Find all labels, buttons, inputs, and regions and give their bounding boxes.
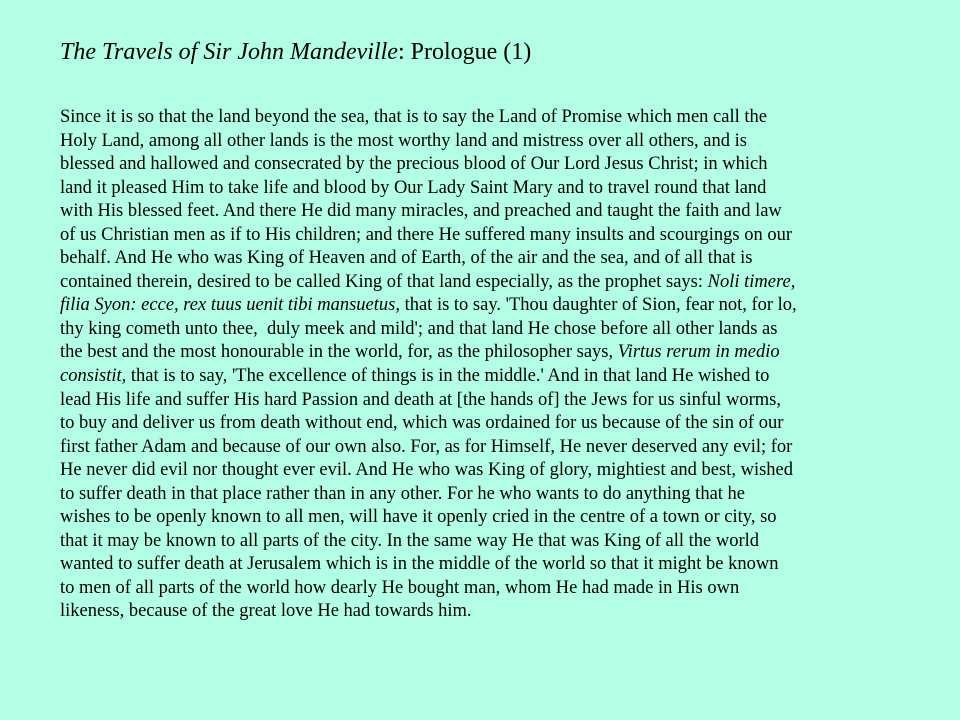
prologue-text — [60, 106, 935, 624]
text-line — [60, 530, 935, 554]
latin-quotation: Virtus rerum in medio — [617, 342, 780, 363]
text-line — [60, 341, 935, 365]
text-line — [60, 412, 935, 436]
text-line — [60, 247, 935, 271]
text-line — [60, 506, 935, 530]
text-run: of us Christian men as if to His children; and there He suffered many insults and scourgings on our — [60, 224, 792, 245]
text-line — [60, 577, 935, 601]
text-run: the best and the most honourable in the world, for, as the philosopher says, — [60, 342, 618, 363]
text-line — [60, 271, 935, 295]
text-run: to men of all parts of the world how dearly He bought man, whom He had made in His own — [60, 577, 740, 598]
text-line — [60, 483, 935, 507]
title-book-name: The Travels of Sir John Mandeville — [60, 39, 398, 65]
text-run: that it may be known to all parts of the city. In the same way He that was King of all the world — [60, 530, 760, 551]
latin-quotation: filia Syon: ecce, rex tuus uenit tibi mansuetus, — [60, 295, 400, 316]
text-line — [60, 106, 935, 130]
text-run: Since it is so that the land beyond the sea, that is to say the Land of Promise which men call the — [60, 107, 767, 127]
text-line — [60, 224, 935, 248]
text-line — [60, 153, 935, 177]
text-run: blessed and hallowed and consecrated by the precious blood of Our Lord Jesus Christ; in which — [60, 154, 768, 175]
text-run: land it pleased Him to take life and blood by Our Lady Saint Mary and to travel round that land — [60, 177, 767, 198]
text-line — [60, 600, 935, 624]
latin-quotation: Noli timere, — [707, 271, 796, 292]
text-run: likeness, because of the great love He had towards him. — [60, 601, 472, 622]
text-line — [60, 389, 935, 413]
text-run: Holy Land, among all other lands is the most worthy land and mistress over all others, and is — [60, 130, 747, 151]
title-section: : Prologue (1) — [397, 39, 532, 65]
text-run: with His blessed feet. And there He did many miracles, and preached and taught the faith and law — [60, 201, 782, 222]
text-run: to buy and deliver us from death without end, which was ordained for us because of the sin of our — [60, 413, 784, 434]
text-line — [60, 318, 935, 342]
text-run: that is to say, 'The excellence of things is in the middle.' And in that land He wished to — [126, 366, 770, 387]
text-line — [60, 177, 935, 201]
text-run: contained therein, desired to be called King of that land especially, as the prophet says: — [60, 271, 708, 292]
text-run: first father Adam and because of our own also. For, as for Himself, He never deserved any evil; for — [60, 436, 793, 457]
text-line — [60, 130, 935, 154]
text-run: to suffer death in that place rather than in any other. For he who wants to do anything that he — [60, 483, 746, 504]
text-run: wishes to be openly known to all men, will have it openly cried in the centre of a town or city, so — [60, 507, 777, 528]
text-line — [60, 436, 935, 460]
text-run: that is to say. 'Thou daughter of Sion, fear not, for lo, — [399, 295, 797, 316]
text-run: wanted to suffer death at Jerusalem which is in the middle of the world so that it might be known — [60, 554, 779, 575]
text-line — [60, 294, 935, 318]
text-run: behalf. And He who was King of Heaven and of Earth, of the air and the sea, and of all that is — [60, 248, 753, 269]
text-line — [60, 459, 935, 483]
text-line — [60, 553, 935, 577]
text-line — [60, 200, 935, 224]
text-run: lead His life and suffer His hard Passion and death at [the hands of] the Jews for us sinful worms, — [60, 389, 782, 410]
slide-title — [60, 37, 531, 67]
text-run: thy king cometh unto thee, duly meek and mild'; and that land He chose before all other lands as — [60, 318, 778, 339]
latin-quotation: consistit, — [60, 366, 127, 387]
text-line — [60, 365, 935, 389]
text-run: He never did evil nor thought ever evil. And He who was King of glory, mightiest and best, wished — [60, 460, 794, 481]
